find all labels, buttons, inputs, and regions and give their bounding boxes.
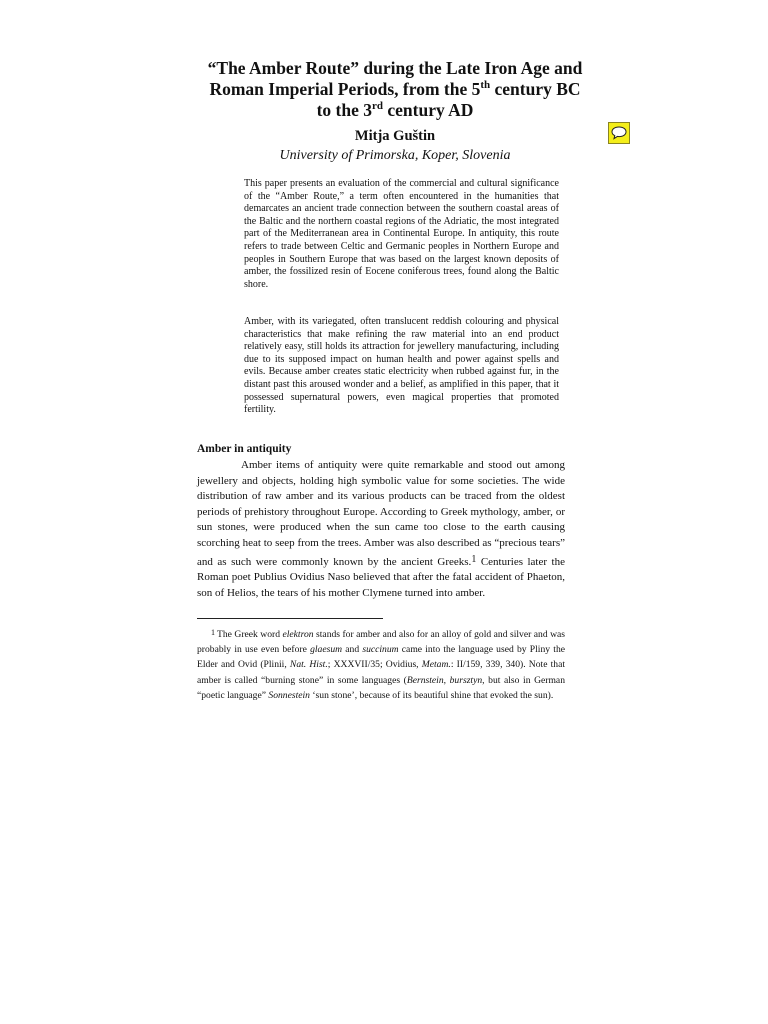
footnote-reference[interactable]: 1	[471, 553, 477, 565]
footnote-text: ‘sun stone’, because of its beautiful shine that evoked the sun).	[309, 689, 554, 701]
title-line-3-sup: rd	[372, 100, 383, 113]
title-line-2b: century BC	[490, 79, 581, 99]
speech-bubble-icon	[611, 126, 627, 140]
comment-icon[interactable]	[608, 122, 630, 144]
abstract-paragraph-1: This paper presents an evaluation of the commercial and cultural significance of the “Amber Route,” a term often encountered in the humanities that demarcates an ancient trade connection between the southern coastal areas of the Baltic and the northern coastal regions of the Adriatic, the most integrated part of the Mediterranean area in Continental Europe. In antiquity, this route refers to trade between Celtic and Germanic peoples in Northern Europe and peoples in Southern Europe that was based on the largest known deposits of amber, the fossilized resin of Eocene coniferous trees, found along the Baltic shore.	[244, 178, 559, 290]
footnote-term: glaesum	[310, 644, 343, 656]
paper-title	[190, 58, 600, 121]
footnote-term: Bernstein, bursztyn	[406, 674, 483, 686]
abstract-paragraph-2: Amber, with its variegated, often translucent reddish colouring and physical characteristics that make refining the raw material into an end product relatively easy, still holds its attraction for jewellery manufacturing, including due to its supposed impact on human health and power against spells and evils. Because amber creates static electricity when rubbed against fur, in the distant past this aroused wonder and a belief, as amplified in this paper, that it possessed supernatural powers, even magical properties that promoted fertility.	[244, 316, 559, 416]
footnote-term: succinum	[362, 644, 399, 656]
footnote-text: stands for amber and also for an alloy of gold and silver and was probably in use even before	[197, 629, 566, 656]
footnote-term: Nat. Hist.	[289, 659, 328, 671]
footnote	[197, 625, 565, 703]
author-affiliation: University of Primorska, Koper, Slovenia	[279, 148, 511, 163]
footnote-term: elektron	[282, 629, 314, 640]
footnote-term: Metam.	[421, 659, 451, 671]
title-line-1: “The Amber Route” during the Late Iron Age and	[207, 58, 583, 78]
title-line-3b: century AD	[383, 100, 474, 120]
footnote-separator	[197, 618, 383, 619]
title-line-2a: Roman Imperial Periods, from the 5	[209, 79, 481, 99]
body-text-part-2: Centuries later the Roman poet Publius Ovidius Naso believed that after the fatal accident of Phaeton, son of Helios, the tears of his mother Clymene turned into amber.	[197, 555, 565, 599]
footnote-text: ; XXXVII/35; Ovidius,	[327, 659, 422, 671]
footnote-text: : II/159, 339, 340). Note that amber is called “burning stone” in some languages (	[197, 659, 566, 686]
footnote-text: , but also in German “poetic language”	[197, 674, 565, 701]
footnote-text: came into the language used by Pliny the Elder and Ovid (Plinii,	[197, 644, 565, 671]
title-line-2-sup: th	[480, 79, 491, 92]
footnote-text: The Greek word	[217, 629, 283, 640]
author-name: Mitja Guštin	[354, 128, 436, 144]
body-text-part-1: Amber items of antiquity were quite remarkable and stood out among jewellery and objects, holding high symbolic value for some societies. The wide distribution of raw amber and its various products can be traced from the oldest periods of prehistory throughout Europe. According to Greek mythology, amber, or sun stones, were produced when the sun came too close to the earth causing scorching heat to seep from the trees. Amber was also described as “precious tears” and as such were commonly known by the ancient Greeks.	[197, 459, 565, 568]
title-line-3a: to the 3	[316, 100, 372, 120]
section-heading: Amber in antiquity	[197, 443, 292, 455]
body-paragraph	[197, 458, 565, 601]
footnote-text: and	[342, 644, 363, 656]
footnote-term: Sonnestein	[268, 689, 310, 701]
footnote-mark: 1	[211, 628, 215, 637]
